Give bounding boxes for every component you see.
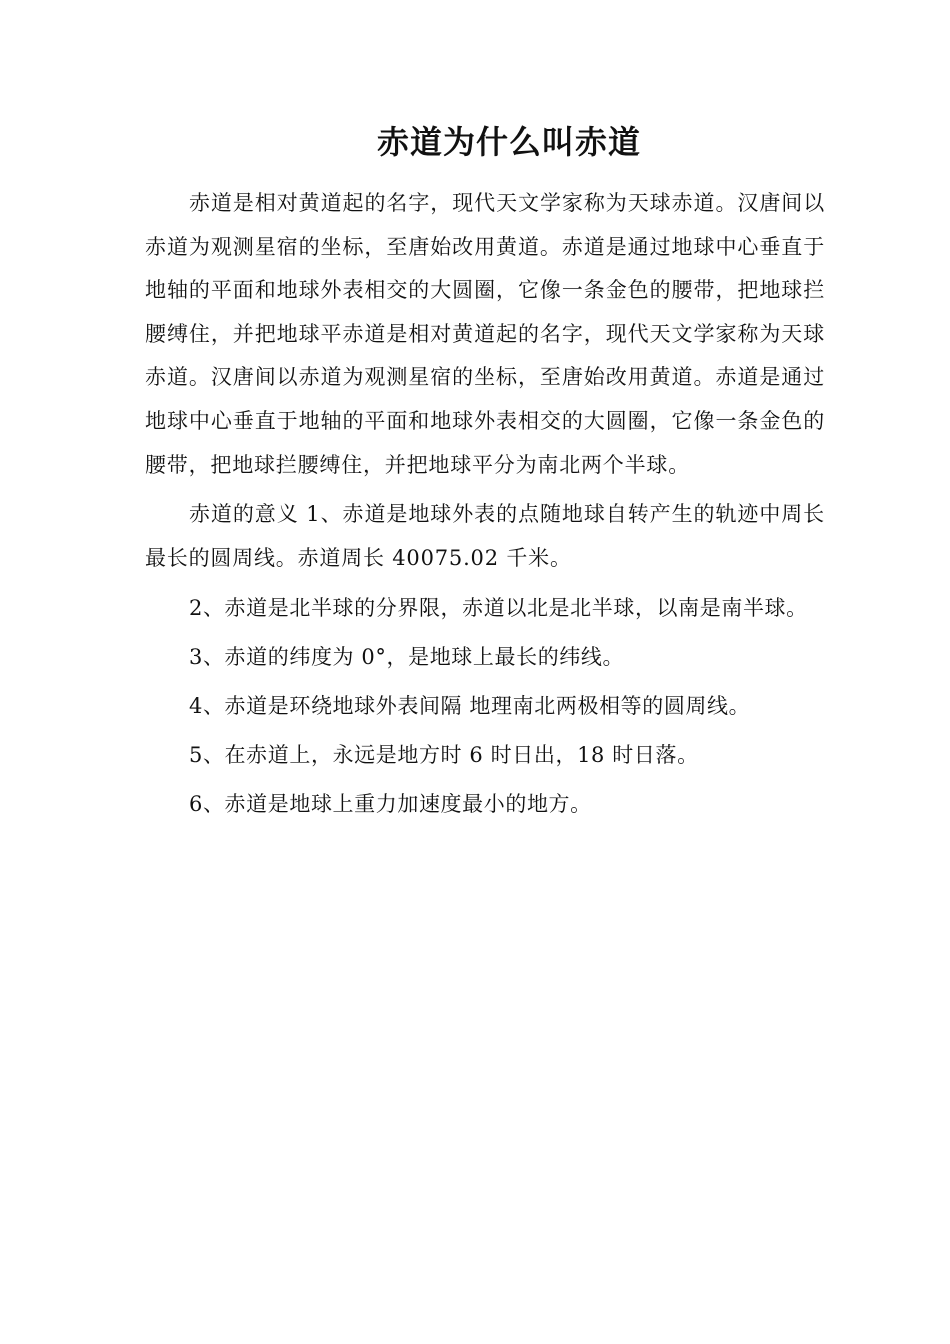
list-item: 5、在赤道上，永远是地方时 6 时日出，18 时日落。: [189, 743, 699, 768]
document-title: 赤道为什么叫赤道: [376, 123, 641, 161]
paragraph-intro: 赤道是相对黄道起的名字，现代天文学家称为天球赤道。汉唐间以赤道为观测星宿的坐标，至唐始改用黄道。赤道是通过地球中心垂直于地轴的平面和地球外表相交的大圆圈，它像一条金色的腰带，把地球拦腰缚住，并把地球平赤道是相对黄道起的名字，现代天文学家称为天球赤道。汉唐间以赤道为观测星宿的坐标，至唐始改用黄道。赤道是通过地球中心垂直于地轴的平面和地球外表相交的大圆圈，它像一条金色的腰带，把地球拦腰缚住，并把地球平分为南北两个半球。: [145, 191, 825, 477]
list-item: 6、赤道是地球上重力加速度最小的地方。: [189, 792, 592, 817]
list-item: 3、赤道的纬度为 0°，是地球上最长的纬线。: [189, 645, 625, 670]
document-body: [145, 182, 825, 826]
meaning-list: [145, 586, 825, 826]
paragraph-meaning: 赤道的意义 1、赤道是地球外表的点随地球自转产生的轨迹中周长最长的圆周线。赤道周长 40075.02 千米。: [145, 502, 825, 570]
list-item: 2、赤道是北半球的分界限，赤道以北是北半球，以南是南半球。: [189, 596, 808, 621]
list-item: 4、赤道是环绕地球外表间隔 地理南北两极相等的圆周线。: [189, 694, 751, 719]
